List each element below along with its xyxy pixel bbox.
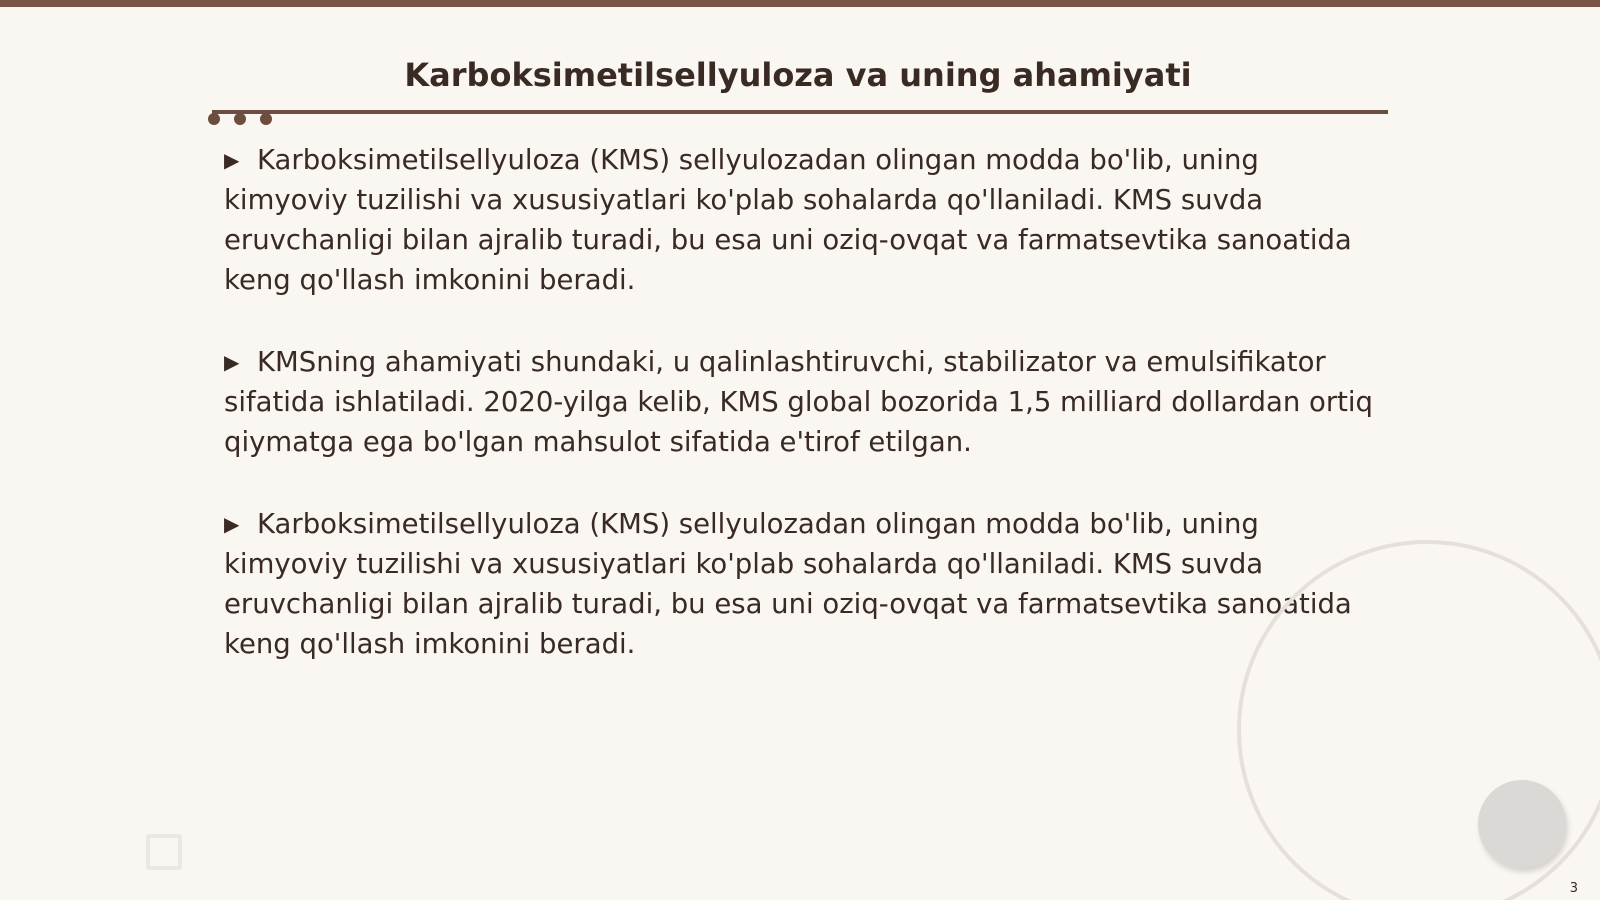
bullet-text: Karboksimetilsellyuloza (KMS) sellyulozadan olingan modda bo'lib, uning kimyoviy tuzilishi va xususiyatlari ko'plab sohalarda qo'llaniladi. KMS suvda eruvchanligi bilan ajralib turadi, bu esa uni oziq-ovqat va farmatsevtika sanoatida keng qo'llash imkonini beradi. <box>224 144 1352 296</box>
bullet-item <box>224 140 1384 300</box>
decorative-circle-filled <box>1478 780 1566 868</box>
triangle-bullet-icon: ▶ <box>224 148 240 172</box>
top-accent-bar <box>0 0 1600 7</box>
slide-title: Karboksimetilsellyuloza va uning ahamiyati <box>404 56 1192 94</box>
decorative-square <box>146 834 182 870</box>
page-number: 3 <box>1569 881 1578 896</box>
decorative-dot <box>234 113 246 125</box>
triangle-bullet-icon: ▶ <box>224 350 240 374</box>
bullet-item <box>224 504 1384 664</box>
triangle-bullet-icon: ▶ <box>224 512 240 536</box>
bullet-text: Karboksimetilsellyuloza (KMS) sellyulozadan olingan modda bo'lib, uning kimyoviy tuzilishi va xususiyatlari ko'plab sohalarda qo'llaniladi. KMS suvda eruvchanligi bilan ajralib turadi, bu esa uni oziq-ovqat va farmatsevtika sanoatida keng qo'llash imkonini beradi. <box>224 508 1352 660</box>
decorative-dot <box>260 113 272 125</box>
bullet-item <box>224 342 1384 462</box>
bullet-list <box>224 140 1384 706</box>
bullet-text: KMSning ahamiyati shundaki, u qalinlashtiruvchi, stabilizator va emulsifikator sifatida ishlatiladi. 2020-yilga kelib, KMS global bozorida 1,5 milliard dollardan ortiq qiymatga ega bo'lgan mahsulot sifatida e'tirof etilgan. <box>224 346 1373 458</box>
decorative-dot <box>208 113 220 125</box>
title-underline <box>212 110 1388 114</box>
